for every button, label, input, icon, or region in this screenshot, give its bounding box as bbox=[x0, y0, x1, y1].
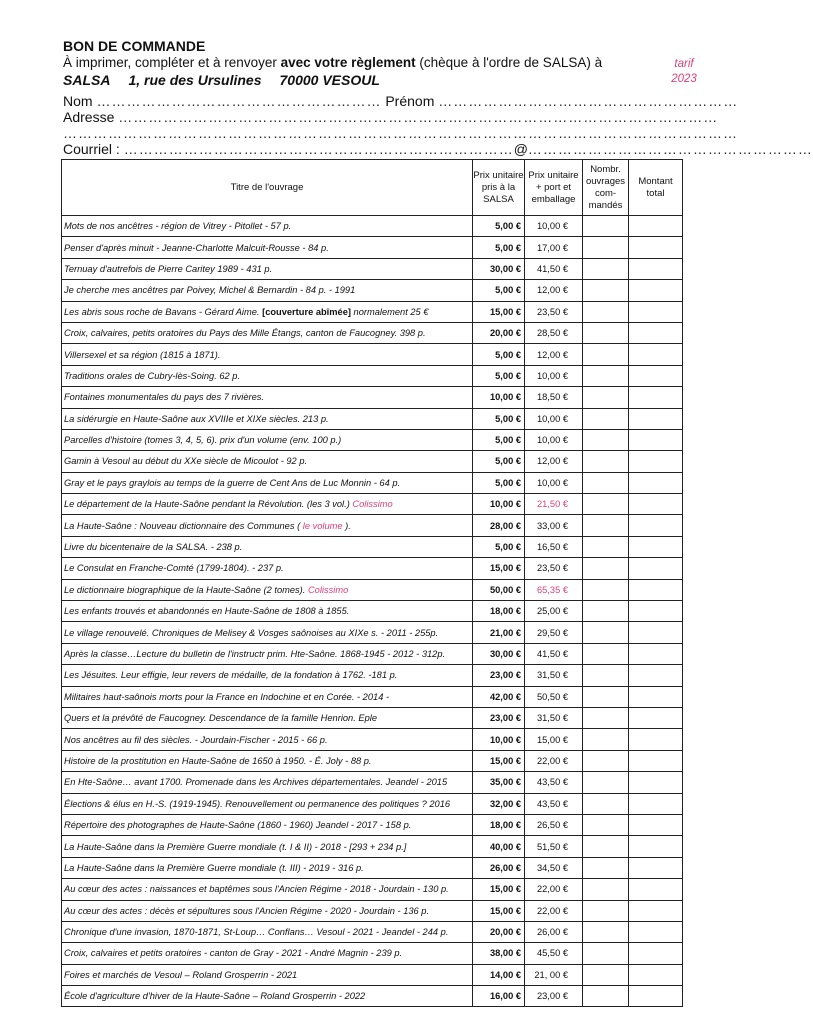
table-row bbox=[62, 558, 683, 579]
price-salsa: 15,00 € bbox=[473, 900, 525, 921]
price-salsa: 10,00 € bbox=[473, 729, 525, 750]
book-title bbox=[62, 879, 473, 900]
total-cell[interactable] bbox=[629, 280, 683, 301]
table-row bbox=[62, 472, 683, 493]
price-salsa: 5,00 € bbox=[473, 344, 525, 365]
price-salsa: 5,00 € bbox=[473, 216, 525, 237]
book-title bbox=[62, 943, 473, 964]
price-port: 12,00 € bbox=[525, 344, 583, 365]
adresse-label: Adresse bbox=[63, 109, 115, 125]
quantity-cell[interactable] bbox=[583, 836, 629, 857]
table-row bbox=[62, 408, 683, 429]
book-title-text: Les Jésuites. Leur effigie, leur revers de médaille, de la fondation à 1762. -181 p. bbox=[64, 670, 398, 681]
price-salsa: 5,00 € bbox=[473, 408, 525, 429]
book-title bbox=[62, 237, 473, 258]
price-salsa: 5,00 € bbox=[473, 472, 525, 493]
book-title-text: Livre du bicentenaire de la SALSA. - 238 p. bbox=[64, 542, 243, 553]
price-port: 10,00 € bbox=[525, 365, 583, 386]
table-row bbox=[62, 280, 683, 301]
quantity-cell[interactable] bbox=[583, 579, 629, 600]
book-title bbox=[62, 494, 473, 515]
table-row bbox=[62, 622, 683, 643]
book-title bbox=[62, 986, 473, 1007]
quantity-cell[interactable] bbox=[583, 729, 629, 750]
price-port: 65,35 € bbox=[525, 579, 583, 600]
price-salsa: 5,00 € bbox=[473, 429, 525, 450]
quantity-cell[interactable] bbox=[583, 900, 629, 921]
book-title bbox=[62, 601, 473, 622]
quantity-cell[interactable] bbox=[583, 964, 629, 985]
total-cell[interactable] bbox=[629, 986, 683, 1007]
price-port: 26,50 € bbox=[525, 814, 583, 835]
table-row bbox=[62, 879, 683, 900]
total-cell[interactable] bbox=[629, 387, 683, 408]
book-title-suffix: ). bbox=[342, 520, 351, 531]
table-row bbox=[62, 964, 683, 985]
book-title bbox=[62, 772, 473, 793]
table-row bbox=[62, 365, 683, 386]
table-row bbox=[62, 750, 683, 771]
price-port: 16,50 € bbox=[525, 536, 583, 557]
quantity-cell[interactable] bbox=[583, 943, 629, 964]
total-cell[interactable] bbox=[629, 836, 683, 857]
price-salsa: 18,00 € bbox=[473, 814, 525, 835]
quantity-cell[interactable] bbox=[583, 258, 629, 279]
quantity-cell[interactable] bbox=[583, 322, 629, 343]
total-cell[interactable] bbox=[629, 964, 683, 985]
price-salsa: 42,00 € bbox=[473, 686, 525, 707]
price-port: 50,50 € bbox=[525, 686, 583, 707]
quantity-cell[interactable] bbox=[583, 536, 629, 557]
quantity-cell[interactable] bbox=[583, 665, 629, 686]
book-title-text: Au cœur des actes : décès et sépultures sous l'Ancien Régime - 2020 - Jourdain - 136 p. bbox=[64, 905, 430, 916]
price-salsa: 35,00 € bbox=[473, 772, 525, 793]
price-port: 34,50 € bbox=[525, 857, 583, 878]
book-title bbox=[62, 964, 473, 985]
book-title-text: Traditions orales de Cubry-lès-Soing. 62 p. bbox=[64, 370, 241, 381]
book-title-text: Le dictionnaire biographique de la Haute-Saône (2 tomes). bbox=[64, 584, 308, 595]
book-title-text: La Haute-Saône : Nouveau dictionnaire des Communes ( bbox=[64, 520, 303, 531]
price-port: 23,50 € bbox=[525, 558, 583, 579]
price-salsa: 5,00 € bbox=[473, 536, 525, 557]
book-title bbox=[62, 836, 473, 857]
total-cell[interactable] bbox=[629, 900, 683, 921]
book-title-text: Gamin à Vesoul au début du XXe siècle de Micoulot - 92 p. bbox=[64, 456, 308, 467]
order-table bbox=[61, 159, 683, 1007]
total-cell[interactable] bbox=[629, 579, 683, 600]
quantity-cell[interactable] bbox=[583, 216, 629, 237]
price-salsa: 26,00 € bbox=[473, 857, 525, 878]
table-row bbox=[62, 387, 683, 408]
book-title-text: Nos ancêtres au fil des siècles. - Jourdain-Fischer - 2015 - 66 p. bbox=[64, 734, 328, 745]
quantity-cell[interactable] bbox=[583, 515, 629, 536]
adresse-line[interactable]: Adresse ………………………………………………………………………………………………………… bbox=[63, 109, 719, 125]
book-title-text: Croix, calvaires et petits oratoires - canton de Gray - 2021 - André Magnin - 239 p. bbox=[64, 948, 403, 959]
book-title bbox=[62, 921, 473, 942]
total-cell[interactable] bbox=[629, 558, 683, 579]
total-cell[interactable] bbox=[629, 879, 683, 900]
book-title bbox=[62, 750, 473, 771]
total-cell[interactable] bbox=[629, 451, 683, 472]
total-cell[interactable] bbox=[629, 643, 683, 664]
price-port: 21, 00 € bbox=[525, 964, 583, 985]
book-title-text: Croix, calvaires, petits oratoires du Pays des Mille Étangs, canton de Faucogney. 398 p. bbox=[64, 328, 426, 339]
price-salsa: 21,00 € bbox=[473, 622, 525, 643]
price-salsa: 23,00 € bbox=[473, 707, 525, 728]
total-cell[interactable] bbox=[629, 793, 683, 814]
book-title-text: Élections & élus en H.-S. (1919-1945). Renouvellement ou permanence des politiques ? 2016 bbox=[64, 798, 451, 809]
book-title bbox=[62, 793, 473, 814]
book-title bbox=[62, 686, 473, 707]
book-title-text: Histoire de la prostitution en Haute-Saône de 1650 à 1950. - É. Joly - 88 p. bbox=[64, 755, 372, 766]
table-row bbox=[62, 686, 683, 707]
col-total-header: Montant total bbox=[629, 160, 683, 216]
quantity-cell[interactable] bbox=[583, 750, 629, 771]
city: 70000 VESOUL bbox=[279, 72, 380, 88]
total-cell[interactable] bbox=[629, 237, 683, 258]
table-row bbox=[62, 579, 683, 600]
col-qty-header: Nombr. ouvrages com-mandés bbox=[583, 160, 629, 216]
total-cell[interactable] bbox=[629, 601, 683, 622]
price-port: 41,50 € bbox=[525, 643, 583, 664]
table-row bbox=[62, 836, 683, 857]
tarif-year: 2023 bbox=[671, 73, 697, 85]
table-row bbox=[62, 344, 683, 365]
total-cell[interactable] bbox=[629, 429, 683, 450]
total-cell[interactable] bbox=[629, 494, 683, 515]
total-cell[interactable] bbox=[629, 707, 683, 728]
order-table-body bbox=[62, 216, 683, 1007]
book-title-highlight: le volume bbox=[302, 520, 343, 531]
book-title-note: [couverture abîmée] bbox=[262, 306, 351, 317]
price-salsa: 16,00 € bbox=[473, 986, 525, 1007]
book-title-text: Au cœur des actes : naissances et baptêmes sous l'Ancien Régime - 2018 - Jourdain - 130 p. bbox=[64, 884, 449, 895]
book-title-text: La sidérurgie en Haute-Saône aux XVIIIe et XIXe siècles. 213 p. bbox=[64, 413, 329, 424]
book-title-text: Le Consulat en Franche-Comté (1799-1804). - 237 p. bbox=[64, 563, 284, 574]
table-row bbox=[62, 322, 683, 343]
price-salsa: 32,00 € bbox=[473, 793, 525, 814]
book-title-text: Parcelles d'histoire (tomes 3, 4, 5, 6). prix d'un volume (env. 100 p.) bbox=[64, 435, 342, 446]
price-salsa: 15,00 € bbox=[473, 558, 525, 579]
total-cell[interactable] bbox=[629, 814, 683, 835]
book-title-text: Foires et marchés de Vesoul – Roland Grosperrin - 2021 bbox=[64, 969, 298, 980]
price-salsa: 38,00 € bbox=[473, 943, 525, 964]
prenom-label: Prénom bbox=[385, 93, 435, 109]
price-salsa: 30,00 € bbox=[473, 643, 525, 664]
nom-label: Nom bbox=[63, 93, 93, 109]
total-cell[interactable] bbox=[629, 258, 683, 279]
quantity-cell[interactable] bbox=[583, 237, 629, 258]
price-port: 10,00 € bbox=[525, 408, 583, 429]
book-title bbox=[62, 322, 473, 343]
book-title-text: Gray et le pays graylois au temps de la guerre de Cent Ans de Luc Monnin - 64 p. bbox=[64, 477, 401, 488]
table-row bbox=[62, 643, 683, 664]
courriel-line[interactable]: Courriel : ……………………………………………………………………@………………………………………………… bbox=[63, 141, 813, 157]
quantity-cell[interactable] bbox=[583, 814, 629, 835]
quantity-cell[interactable] bbox=[583, 451, 629, 472]
nom-line[interactable]: Nom ………………………………………………… Prénom …………………………………………………… bbox=[63, 93, 739, 109]
price-port: 10,00 € bbox=[525, 429, 583, 450]
price-salsa: 50,00 € bbox=[473, 579, 525, 600]
price-port: 12,00 € bbox=[525, 451, 583, 472]
price-port: 23,50 € bbox=[525, 301, 583, 322]
price-port: 51,50 € bbox=[525, 836, 583, 857]
price-salsa: 18,00 € bbox=[473, 601, 525, 622]
table-row bbox=[62, 729, 683, 750]
price-salsa: 40,00 € bbox=[473, 836, 525, 857]
book-title-text: Penser d'après minuit - Jeanne-Charlotte Malcuit-Rousse - 84 p. bbox=[64, 242, 329, 253]
table-row bbox=[62, 900, 683, 921]
price-salsa: 20,00 € bbox=[473, 921, 525, 942]
total-cell[interactable] bbox=[629, 750, 683, 771]
table-row bbox=[62, 429, 683, 450]
total-cell[interactable] bbox=[629, 216, 683, 237]
total-cell[interactable] bbox=[629, 408, 683, 429]
price-port: 10,00 € bbox=[525, 472, 583, 493]
price-salsa: 28,00 € bbox=[473, 515, 525, 536]
price-port: 45,50 € bbox=[525, 943, 583, 964]
table-row bbox=[62, 772, 683, 793]
book-title bbox=[62, 579, 473, 600]
book-title bbox=[62, 707, 473, 728]
price-salsa: 14,00 € bbox=[473, 964, 525, 985]
table-row bbox=[62, 707, 683, 728]
price-salsa: 15,00 € bbox=[473, 750, 525, 771]
price-port: 22,00 € bbox=[525, 900, 583, 921]
quantity-cell[interactable] bbox=[583, 986, 629, 1007]
book-title-text: Quers et la prévôté de Faucogney. Descendance de la famille Henrion. Eple bbox=[64, 713, 378, 724]
total-cell[interactable] bbox=[629, 472, 683, 493]
total-cell[interactable] bbox=[629, 365, 683, 386]
price-port: 10,00 € bbox=[525, 216, 583, 237]
total-cell[interactable] bbox=[629, 772, 683, 793]
instruction-bold: avec votre règlement bbox=[280, 55, 416, 70]
book-title-text: Répertoire des photographes de Haute-Saône (1860 - 1960) Jeandel - 2017 - 158 p. bbox=[64, 820, 412, 831]
price-port: 43,50 € bbox=[525, 772, 583, 793]
price-port: 43,50 € bbox=[525, 793, 583, 814]
quantity-cell[interactable] bbox=[583, 365, 629, 386]
price-salsa: 5,00 € bbox=[473, 237, 525, 258]
table-header-row bbox=[62, 160, 683, 216]
instructions bbox=[63, 55, 673, 71]
adresse-line-2[interactable]: ……………………………………………………………………………………………………………………… bbox=[63, 125, 738, 141]
price-port: 17,00 € bbox=[525, 237, 583, 258]
org-name: SALSA bbox=[63, 72, 111, 88]
book-title-text: En Hte-Saône… avant 1700. Promenade dans les Archives départementales. Jeandel - 2015 bbox=[64, 777, 448, 788]
table-row bbox=[62, 216, 683, 237]
book-title-text: Les enfants trouvés et abandonnés en Haute-Saône de 1808 à 1855. bbox=[64, 606, 350, 617]
total-cell[interactable] bbox=[629, 665, 683, 686]
quantity-cell[interactable] bbox=[583, 408, 629, 429]
quantity-cell[interactable] bbox=[583, 472, 629, 493]
book-title bbox=[62, 900, 473, 921]
book-title-text: La Haute-Saône dans la Première Guerre mondiale (t. I & II) - 2018 - [293 + 234 p.] bbox=[64, 841, 407, 852]
price-port: 31,50 € bbox=[525, 707, 583, 728]
book-title-text: Les abris sous roche de Bavans - Gérard Aime. bbox=[64, 306, 263, 317]
book-title bbox=[62, 258, 473, 279]
col-price-port-header: Prix unitaire + port et emballage bbox=[525, 160, 583, 216]
price-port: 22,00 € bbox=[525, 750, 583, 771]
price-port: 25,00 € bbox=[525, 601, 583, 622]
price-port: 28,50 € bbox=[525, 322, 583, 343]
table-row bbox=[62, 258, 683, 279]
book-title bbox=[62, 472, 473, 493]
total-cell[interactable] bbox=[629, 515, 683, 536]
total-cell[interactable] bbox=[629, 344, 683, 365]
price-port: 22,00 € bbox=[525, 879, 583, 900]
postal-address bbox=[63, 72, 673, 88]
col-title-header: Titre de l'ouvrage bbox=[62, 160, 473, 216]
header bbox=[63, 38, 673, 88]
table-row bbox=[62, 943, 683, 964]
quantity-cell[interactable] bbox=[583, 879, 629, 900]
book-title bbox=[62, 216, 473, 237]
book-title-text: Militaires haut-saônois morts pour la France en Indochine et en Corée. - 2014 - bbox=[64, 691, 390, 702]
book-title-text: Le village renouvelé. Chroniques de Melisey & Vosges saônoises au XIXe s. - 2011 - 255p. bbox=[64, 627, 439, 638]
book-title bbox=[62, 558, 473, 579]
book-title bbox=[62, 536, 473, 557]
price-port: 41,50 € bbox=[525, 258, 583, 279]
book-title-text: Le département de la Haute-Saône pendant la Révolution. (les 3 vol.) bbox=[64, 499, 353, 510]
price-port: 29,50 € bbox=[525, 622, 583, 643]
price-salsa: 23,00 € bbox=[473, 665, 525, 686]
quantity-cell[interactable] bbox=[583, 793, 629, 814]
table-row bbox=[62, 237, 683, 258]
tarif-label: tarif bbox=[674, 58, 694, 70]
book-title-text: École d'agriculture d'hiver de la Haute-Saône – Roland Grosperrin - 2022 bbox=[64, 991, 366, 1002]
price-port: 26,00 € bbox=[525, 921, 583, 942]
quantity-cell[interactable] bbox=[583, 707, 629, 728]
quantity-cell[interactable] bbox=[583, 857, 629, 878]
book-title bbox=[62, 622, 473, 643]
book-title bbox=[62, 280, 473, 301]
total-cell[interactable] bbox=[629, 622, 683, 643]
table-row bbox=[62, 793, 683, 814]
table-row bbox=[62, 301, 683, 322]
total-cell[interactable] bbox=[629, 921, 683, 942]
quantity-cell[interactable] bbox=[583, 601, 629, 622]
price-salsa: 15,00 € bbox=[473, 879, 525, 900]
instruction-post: (chèque à l'ordre de SALSA) à bbox=[415, 55, 603, 70]
total-cell[interactable] bbox=[629, 729, 683, 750]
book-title bbox=[62, 301, 473, 322]
quantity-cell[interactable] bbox=[583, 494, 629, 515]
table-row bbox=[62, 536, 683, 557]
price-salsa: 30,00 € bbox=[473, 258, 525, 279]
quantity-cell[interactable] bbox=[583, 387, 629, 408]
book-title bbox=[62, 665, 473, 686]
total-cell[interactable] bbox=[629, 857, 683, 878]
price-salsa: 10,00 € bbox=[473, 494, 525, 515]
quantity-cell[interactable] bbox=[583, 558, 629, 579]
quantity-cell[interactable] bbox=[583, 686, 629, 707]
book-title-highlight: Colissimo bbox=[307, 584, 349, 595]
quantity-cell[interactable] bbox=[583, 622, 629, 643]
table-row bbox=[62, 986, 683, 1007]
book-title-highlight: Colissimo bbox=[352, 499, 393, 510]
price-salsa: 5,00 € bbox=[473, 280, 525, 301]
book-title bbox=[62, 451, 473, 472]
quantity-cell[interactable] bbox=[583, 643, 629, 664]
table-row bbox=[62, 857, 683, 878]
book-title bbox=[62, 814, 473, 835]
courriel-label: Courriel : bbox=[63, 141, 120, 157]
price-salsa: 5,00 € bbox=[473, 365, 525, 386]
book-title-text: Fontaines monumentales du pays des 7 rivières. bbox=[64, 392, 264, 403]
quantity-cell[interactable] bbox=[583, 429, 629, 450]
total-cell[interactable] bbox=[629, 943, 683, 964]
book-title bbox=[62, 515, 473, 536]
total-cell[interactable] bbox=[629, 536, 683, 557]
book-title-text: Je cherche mes ancêtres par Poivey, Michel & Bernardin - 84 p. - 1991 bbox=[64, 285, 356, 296]
book-title-text: La Haute-Saône dans la Première Guerre mondiale (t. III) - 2019 - 316 p. bbox=[64, 862, 364, 873]
quantity-cell[interactable] bbox=[583, 301, 629, 322]
table-row bbox=[62, 665, 683, 686]
total-cell[interactable] bbox=[629, 686, 683, 707]
form-title: BON DE COMMANDE bbox=[63, 38, 206, 54]
table-row bbox=[62, 814, 683, 835]
book-title bbox=[62, 408, 473, 429]
instruction-pre: À imprimer, compléter et à renvoyer bbox=[63, 55, 281, 70]
book-title bbox=[62, 429, 473, 450]
book-title bbox=[62, 729, 473, 750]
at-sign: @ bbox=[513, 141, 528, 157]
book-title-text: Après la classe…Lecture du bulletin de l'instructr prim. Hte-Saône. 1868-1945 - 2012 - 312p. bbox=[64, 649, 446, 659]
quantity-cell[interactable] bbox=[583, 344, 629, 365]
book-title-text: Ternuay d'autrefois de Pierre Caritey 1989 - 431 p. bbox=[64, 263, 273, 274]
book-title bbox=[62, 387, 473, 408]
price-port: 12,00 € bbox=[525, 280, 583, 301]
col-price-salsa-header: Prix unitaire pris à la SALSA bbox=[473, 160, 525, 216]
quantity-cell[interactable] bbox=[583, 772, 629, 793]
quantity-cell[interactable] bbox=[583, 921, 629, 942]
table-row bbox=[62, 494, 683, 515]
table-row bbox=[62, 921, 683, 942]
table-row bbox=[62, 451, 683, 472]
book-title-text: Villersexel et sa région (1815 à 1871). bbox=[64, 349, 221, 360]
quantity-cell[interactable] bbox=[583, 280, 629, 301]
price-salsa: 10,00 € bbox=[473, 387, 525, 408]
tarif-note bbox=[669, 57, 699, 87]
price-salsa: 15,00 € bbox=[473, 301, 525, 322]
price-port: 31,50 € bbox=[525, 665, 583, 686]
price-port: 33,00 € bbox=[525, 515, 583, 536]
book-title bbox=[62, 365, 473, 386]
price-salsa: 20,00 € bbox=[473, 322, 525, 343]
book-title-suffix: normalement 25 € bbox=[350, 306, 429, 317]
price-port: 15,00 € bbox=[525, 729, 583, 750]
price-port: 23,00 € bbox=[525, 986, 583, 1007]
book-title bbox=[62, 344, 473, 365]
price-port: 18,50 € bbox=[525, 387, 583, 408]
total-cell[interactable] bbox=[629, 322, 683, 343]
book-title-text: Chronique d'une invasion, 1870-1871, St-Loup… Conflans… Vesoul - 2021 - Jeandel - 244 p. bbox=[64, 927, 449, 938]
street-address: 1, rue des Ursulines bbox=[128, 72, 262, 88]
price-salsa: 5,00 € bbox=[473, 451, 525, 472]
book-title bbox=[62, 857, 473, 878]
book-title-text: Mots de nos ancêtres - région de Vitrey - Pitollet - 57 p. bbox=[64, 221, 292, 232]
price-port: 21,50 € bbox=[525, 494, 583, 515]
total-cell[interactable] bbox=[629, 301, 683, 322]
book-title bbox=[62, 643, 473, 664]
table-row bbox=[62, 601, 683, 622]
table-row bbox=[62, 515, 683, 536]
